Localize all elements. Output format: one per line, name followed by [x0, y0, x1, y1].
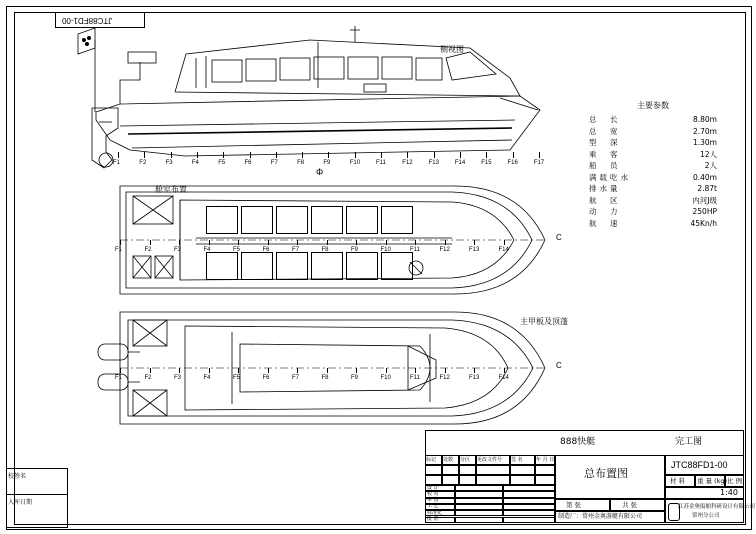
frame-tick-mark [434, 152, 435, 158]
frame-tick-label: F2 [139, 160, 147, 166]
spec-row [583, 126, 723, 138]
frame-tick-mark [144, 152, 145, 158]
revision-header-label: 更改文件号 [477, 457, 503, 463]
frame-tick-mark [268, 240, 269, 245]
label-center-mark: Φ [316, 167, 324, 177]
frame-tick-mark [250, 152, 251, 158]
spec-row [583, 137, 723, 149]
spec-value: 2人 [704, 161, 717, 170]
company-logo [668, 503, 680, 521]
frame-tick-mark [486, 152, 487, 158]
frame-tick-mark [327, 240, 328, 245]
weight-label: 重 量 (kg) [697, 477, 728, 485]
sheet-left-cell [555, 499, 610, 511]
frame-tick-label: F17 [533, 160, 545, 166]
frame-tick-mark [297, 240, 298, 245]
frame-tick-label: F6 [262, 247, 270, 253]
spec-key: 动 力 [589, 207, 621, 216]
frame-tick-label: F6 [262, 375, 270, 381]
frame-tick-label: F12 [439, 247, 450, 253]
spec-row [583, 195, 723, 207]
frame-tick-label: F14 [498, 375, 509, 381]
spec-row [583, 114, 723, 126]
frame-tick-label: F8 [321, 375, 329, 381]
sheet-left-label: 第 张 [566, 501, 582, 509]
frame-tick-label: F10 [380, 247, 391, 253]
frame-tick-mark [328, 152, 329, 158]
frame-tick-label: F10 [349, 160, 361, 166]
frame-tick-mark [179, 368, 180, 373]
frame-tick-mark [238, 240, 239, 245]
frame-tick-label: F5 [218, 160, 226, 166]
revision-header-label: 签 名 [511, 457, 523, 463]
spec-row [583, 183, 723, 195]
frame-tick-mark [445, 240, 446, 245]
revision-empty-cell [510, 465, 535, 475]
spec-key: 总 长 [589, 115, 621, 124]
frame-tick-mark [118, 152, 119, 158]
frame-tick-mark [474, 368, 475, 373]
frame-tick-label: F13 [428, 160, 439, 166]
frame-tick-mark [223, 152, 224, 158]
frame-tick-label: F3 [165, 160, 173, 166]
maker-label: 制造厂：常州金奥游艇有限公司 [558, 513, 643, 520]
frame-tick-mark [327, 368, 328, 373]
frame-tick-label: F10 [380, 375, 391, 381]
frame-tick-label: F14 [498, 247, 509, 253]
spec-table-title: 主要参数 [637, 101, 669, 110]
frame-tick-label: F5 [233, 375, 241, 381]
frame-tick-mark [386, 368, 387, 373]
frame-tick-mark [179, 240, 180, 245]
frame-tick-mark [171, 152, 172, 158]
frame-tick-label: F8 [321, 247, 329, 253]
revision-empty-cell [510, 475, 535, 485]
frame-tick-label: F7 [270, 160, 278, 166]
frame-tick-mark [209, 240, 210, 245]
scale-label: 比 例 [727, 477, 743, 485]
frame-tick-label: F1 [115, 247, 123, 253]
frame-tick-label: F12 [402, 160, 413, 166]
frame-tick-mark [415, 240, 416, 245]
frame-tick-label: F2 [144, 247, 152, 253]
frame-tick-mark [415, 368, 416, 373]
left-stub-bottom-label: 入库日期 [8, 499, 33, 506]
spec-key: 排水量 [589, 184, 621, 193]
frame-tick-label: F5 [233, 247, 241, 253]
revision-empty-cell [442, 475, 459, 485]
frame-tick-label: F11 [410, 375, 420, 381]
frame-tick-label: F11 [410, 247, 420, 253]
spec-key: 船 员 [589, 161, 621, 170]
frame-tick-label: F7 [292, 375, 300, 381]
frame-tick-mark [356, 368, 357, 373]
scale-value: 1:40 [720, 488, 738, 497]
material-label: 材 料 [670, 477, 686, 485]
frame-tick-label: F13 [469, 247, 480, 253]
spec-key: 总 宽 [589, 126, 621, 136]
frame-tick-mark [460, 152, 461, 158]
frame-tick-label: F2 [144, 375, 152, 381]
spec-value: 内河J级 [692, 195, 717, 205]
left-stub-top-label: 校签名 [8, 473, 27, 480]
revision-empty-cell [535, 465, 555, 475]
signature-name-cell [455, 517, 503, 523]
frame-tick-mark [474, 240, 475, 245]
frame-tick-mark [276, 152, 277, 158]
spec-key: 航 区 [589, 195, 621, 205]
frame-tick-label: F4 [203, 247, 211, 253]
spec-key: 满载吃水 [589, 172, 631, 182]
frame-tick-mark [197, 152, 198, 158]
spec-table [583, 100, 723, 229]
revision-empty-cell [459, 475, 476, 485]
frame-tick-mark [302, 152, 303, 158]
frame-tick-mark [120, 368, 121, 373]
frame-tick-mark [297, 368, 298, 373]
frame-tick-label: F16 [507, 160, 518, 166]
frame-tick-mark [120, 240, 121, 245]
drawing-code-top: JTC88FD1-00 [62, 16, 113, 25]
frame-tick-label: F9 [351, 247, 359, 253]
spec-key: 型 深 [589, 138, 621, 147]
revision-header-label: 处数 [443, 457, 454, 463]
frame-tick-mark [355, 152, 356, 158]
signature-row-label: 标准化 [427, 509, 443, 516]
drawing-stage: 完工图 [675, 437, 703, 447]
frame-tick-mark [150, 368, 151, 373]
signature-row-label: 批 准 [427, 516, 439, 522]
spec-key: 乘 客 [589, 149, 621, 159]
frame-tick-label: F4 [191, 160, 199, 166]
revision-empty-cell [425, 475, 442, 485]
spec-value: 12人 [699, 149, 717, 159]
drawing-title: 总布置图 [584, 467, 628, 480]
signature-row-label: 工 艺 [427, 503, 439, 510]
revision-empty-cell [425, 465, 442, 475]
frame-tick-mark [381, 152, 382, 158]
revision-empty-cell [459, 465, 476, 475]
spec-row [583, 149, 723, 161]
frame-tick-label: F7 [292, 247, 300, 253]
left-stub-top [6, 468, 68, 494]
frame-tick-mark [504, 368, 505, 373]
sheet-right-label: 共 张 [622, 501, 638, 509]
frame-tick-mark [445, 368, 446, 373]
spec-row [583, 206, 723, 218]
frame-tick-label: F12 [439, 375, 450, 381]
frame-tick-mark [386, 240, 387, 245]
drawing-number: JTC88FD1-00 [671, 460, 728, 470]
frame-tick-label: F4 [203, 375, 211, 381]
frame-tick-mark [539, 152, 540, 158]
spec-value: 1.30m [692, 138, 717, 147]
frame-tick-label: F9 [351, 375, 359, 381]
spec-key: 航 速 [589, 218, 621, 228]
label-deck-view: 主甲板及顶蓬 [520, 317, 568, 326]
spec-value: 0.40m [692, 172, 717, 182]
frame-tick-mark [209, 368, 210, 373]
frame-tick-label: F9 [323, 160, 331, 166]
signature-date-cell [503, 517, 555, 523]
spec-value: 45Kn/h [690, 218, 717, 228]
drawing-code-top-box [55, 12, 145, 28]
frame-tick-label: F6 [244, 160, 252, 166]
label-section-c-1: C [556, 233, 562, 242]
revision-empty-cell [442, 465, 459, 475]
revision-header-label: 分区 [460, 457, 471, 463]
frame-tick-label: F11 [376, 160, 386, 166]
label-section-c-2: C [556, 361, 562, 370]
frame-tick-mark [504, 240, 505, 245]
frame-tick-mark [356, 240, 357, 245]
frame-tick-label: F15 [481, 160, 492, 166]
spec-value: 2.70m [692, 126, 717, 136]
revision-empty-cell [476, 465, 510, 475]
left-stub-bottom [6, 494, 68, 528]
spec-value: 8.80m [692, 115, 717, 124]
spec-value: 250HP [692, 207, 717, 216]
spec-value: 2.87t [697, 184, 717, 193]
signature-row-label: 校 对 [427, 490, 439, 497]
frame-tick-mark [150, 240, 151, 245]
signature-row-label: 审 核 [427, 497, 439, 504]
frame-tick-label: F3 [174, 375, 182, 381]
frame-tick-label: F8 [297, 160, 305, 166]
revision-header-label: 标记 [426, 457, 437, 463]
revision-header-label: 年 月 日 [536, 457, 555, 463]
spec-row [583, 172, 723, 184]
frame-tick-mark [238, 368, 239, 373]
signature-row-label: 设 计 [427, 484, 439, 491]
spec-row [583, 160, 723, 172]
frame-tick-label: F1 [115, 375, 123, 381]
label-seating-view: 舱室布置 [155, 185, 187, 194]
frame-tick-label: F13 [469, 375, 480, 381]
company-line2: 常州分公司 [692, 513, 720, 519]
frame-tick-label: F3 [174, 247, 182, 253]
company-line1: 江苏金奥船舶科研设计有限公司 [678, 504, 756, 510]
label-side-view: 侧视图 [440, 45, 464, 54]
frame-tick-mark [268, 368, 269, 373]
boat-name: 888快艇 [560, 437, 596, 447]
frame-tick-mark [407, 152, 408, 158]
frame-tick-mark [513, 152, 514, 158]
frame-tick-label: F1 [113, 160, 121, 166]
revision-empty-cell [535, 475, 555, 485]
frame-tick-label: F14 [454, 160, 466, 166]
revision-empty-cell [476, 475, 510, 485]
sheet-right-cell [610, 499, 665, 511]
spec-row [583, 218, 723, 230]
